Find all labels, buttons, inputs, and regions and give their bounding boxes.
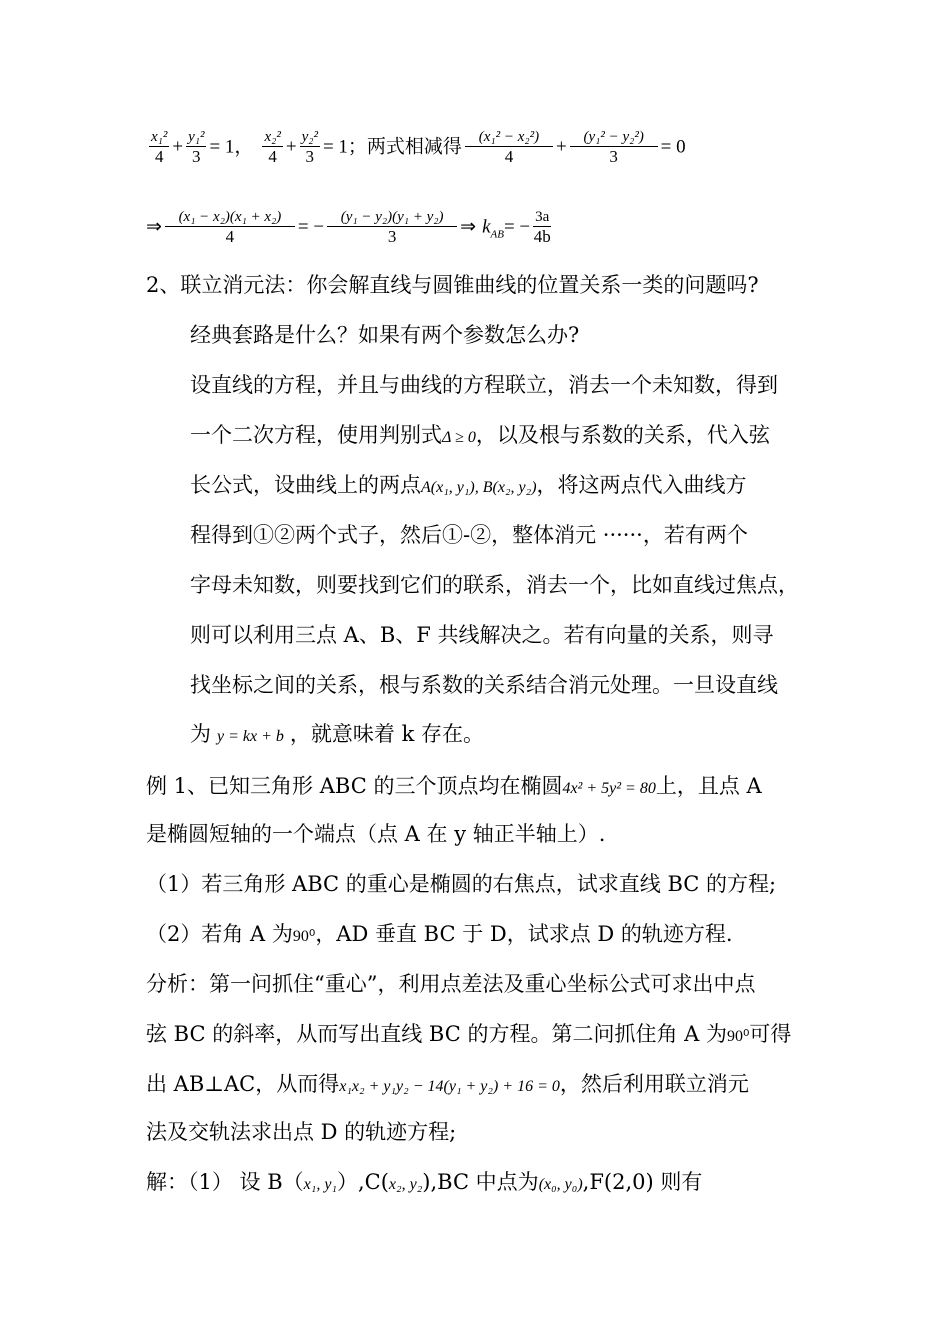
- fraction: $\frac{\text{x₁²}}{4}$: [151, 129, 168, 166]
- question-2: （2）若角 A 为90⁰，AD 垂直 BC 于 D，试求点 D 的轨迹方程.: [146, 922, 733, 946]
- analysis: 法及交轨法求出点 D 的轨迹方程;: [146, 1120, 457, 1144]
- paragraph: 程得到①②两个式子，然后①-②，整体消元 ······，若有两个: [190, 523, 748, 547]
- question-1: （1）若三角形 ABC 的重心是椭圆的右焦点，试求直线 BC 的方程;: [146, 872, 777, 896]
- analysis: 分析：第一问抓住“重心”，利用点差法及重心坐标公式可求出中点: [146, 972, 756, 996]
- paragraph: 经典套路是什么？如果有两个参数怎么办?: [190, 323, 580, 347]
- equation-slope: ⇒ $\frac{\text{(x₁ − x₂)(x₁ + x₂)}}{4}$ = − $\frac{\text{(y₁ − y₂)(y₁ + y₂)}}{3}$ ⇒ $k_{AB}=$ − $\frac{3a}{4b}$: [146, 209, 551, 246]
- analysis: 出 AB⊥AC，从而得x₁x₂ + y₁y₂ − 14(y₁ + y₂) + 16 = 0，然后利用联立消元: [146, 1072, 749, 1096]
- fraction: $\frac{\text{y₂²}}{3}$: [301, 129, 318, 166]
- section-title: 2、联立消元法：你会解直线与圆锥曲线的位置关系一类的问题吗?: [146, 273, 759, 297]
- fraction: $\frac{\text{(y₁² − y₂²)}}{3}$: [570, 128, 658, 167]
- paragraph: 为 y = kx + b ，就意味着 k 存在。: [190, 722, 484, 746]
- paragraph: 字母未知数，则要找到它们的联系，消去一个，比如直线过焦点，: [190, 573, 799, 597]
- solution: 解：（1） 设 B（x₁, y₁）,C(x₂, y₂),BC 中点为(x₀, y₀),F(2,0) 则有: [146, 1170, 703, 1194]
- fraction: $\frac{\text{y₁²}}{3}$: [188, 129, 205, 166]
- paragraph: 设直线的方程，并且与曲线的方程联立，消去一个未知数，得到: [190, 373, 778, 397]
- fraction: $\frac{3a}{4b}$: [533, 209, 551, 246]
- paragraph: 则可以利用三点 A、B、F 共线解决之。若有向量的关系，则寻: [190, 623, 774, 647]
- paragraph: 一个二次方程，使用判别式Δ ≥ 0，以及根与系数的关系，代入弦: [190, 423, 770, 447]
- paragraph: 找坐标之间的关系，根与系数的关系结合消元处理。一旦设直线: [190, 673, 778, 697]
- paragraph: 是椭圆短轴的一个端点（点 A 在 y 轴正半轴上）.: [146, 822, 606, 846]
- equation-subtract: $\frac{\text{x₁²}}{4}$ + $\frac{\text{y₁²}}{3}$ = 1， $\frac{\text{x₂²}}{4}$ + $\frac{\text{y₂²}}{3}$ = 1；两式相减得 $\frac{\text{(x₁² − x₂²)}}{4}$ + $\frac{\text{(y₁² − y₂²)}}{3}$ = 0: [151, 129, 686, 166]
- paragraph: 长公式，设曲线上的两点A(x₁, y₁), B(x₂, y₂)，将这两点代入曲线方: [190, 473, 747, 497]
- analysis: 弦 BC 的斜率，从而写出直线 BC 的方程。第二问抓住角 A 为90⁰可得: [146, 1022, 792, 1046]
- fraction: $\frac{\text{(x₁ − x₂)(x₁ + x₂)}}{4}$: [165, 208, 295, 247]
- fraction: $\frac{\text{(y₁ − y₂)(y₁ + y₂)}}{3}$: [327, 208, 457, 247]
- example-heading: 例 1、已知三角形 ABC 的三个顶点均在椭圆4x² + 5y² = 80上，且点 A: [146, 774, 762, 798]
- fraction: $\frac{\text{x₂²}}{4}$: [264, 129, 281, 166]
- fraction: $\frac{\text{(x₁² − x₂²)}}{4}$: [465, 128, 553, 167]
